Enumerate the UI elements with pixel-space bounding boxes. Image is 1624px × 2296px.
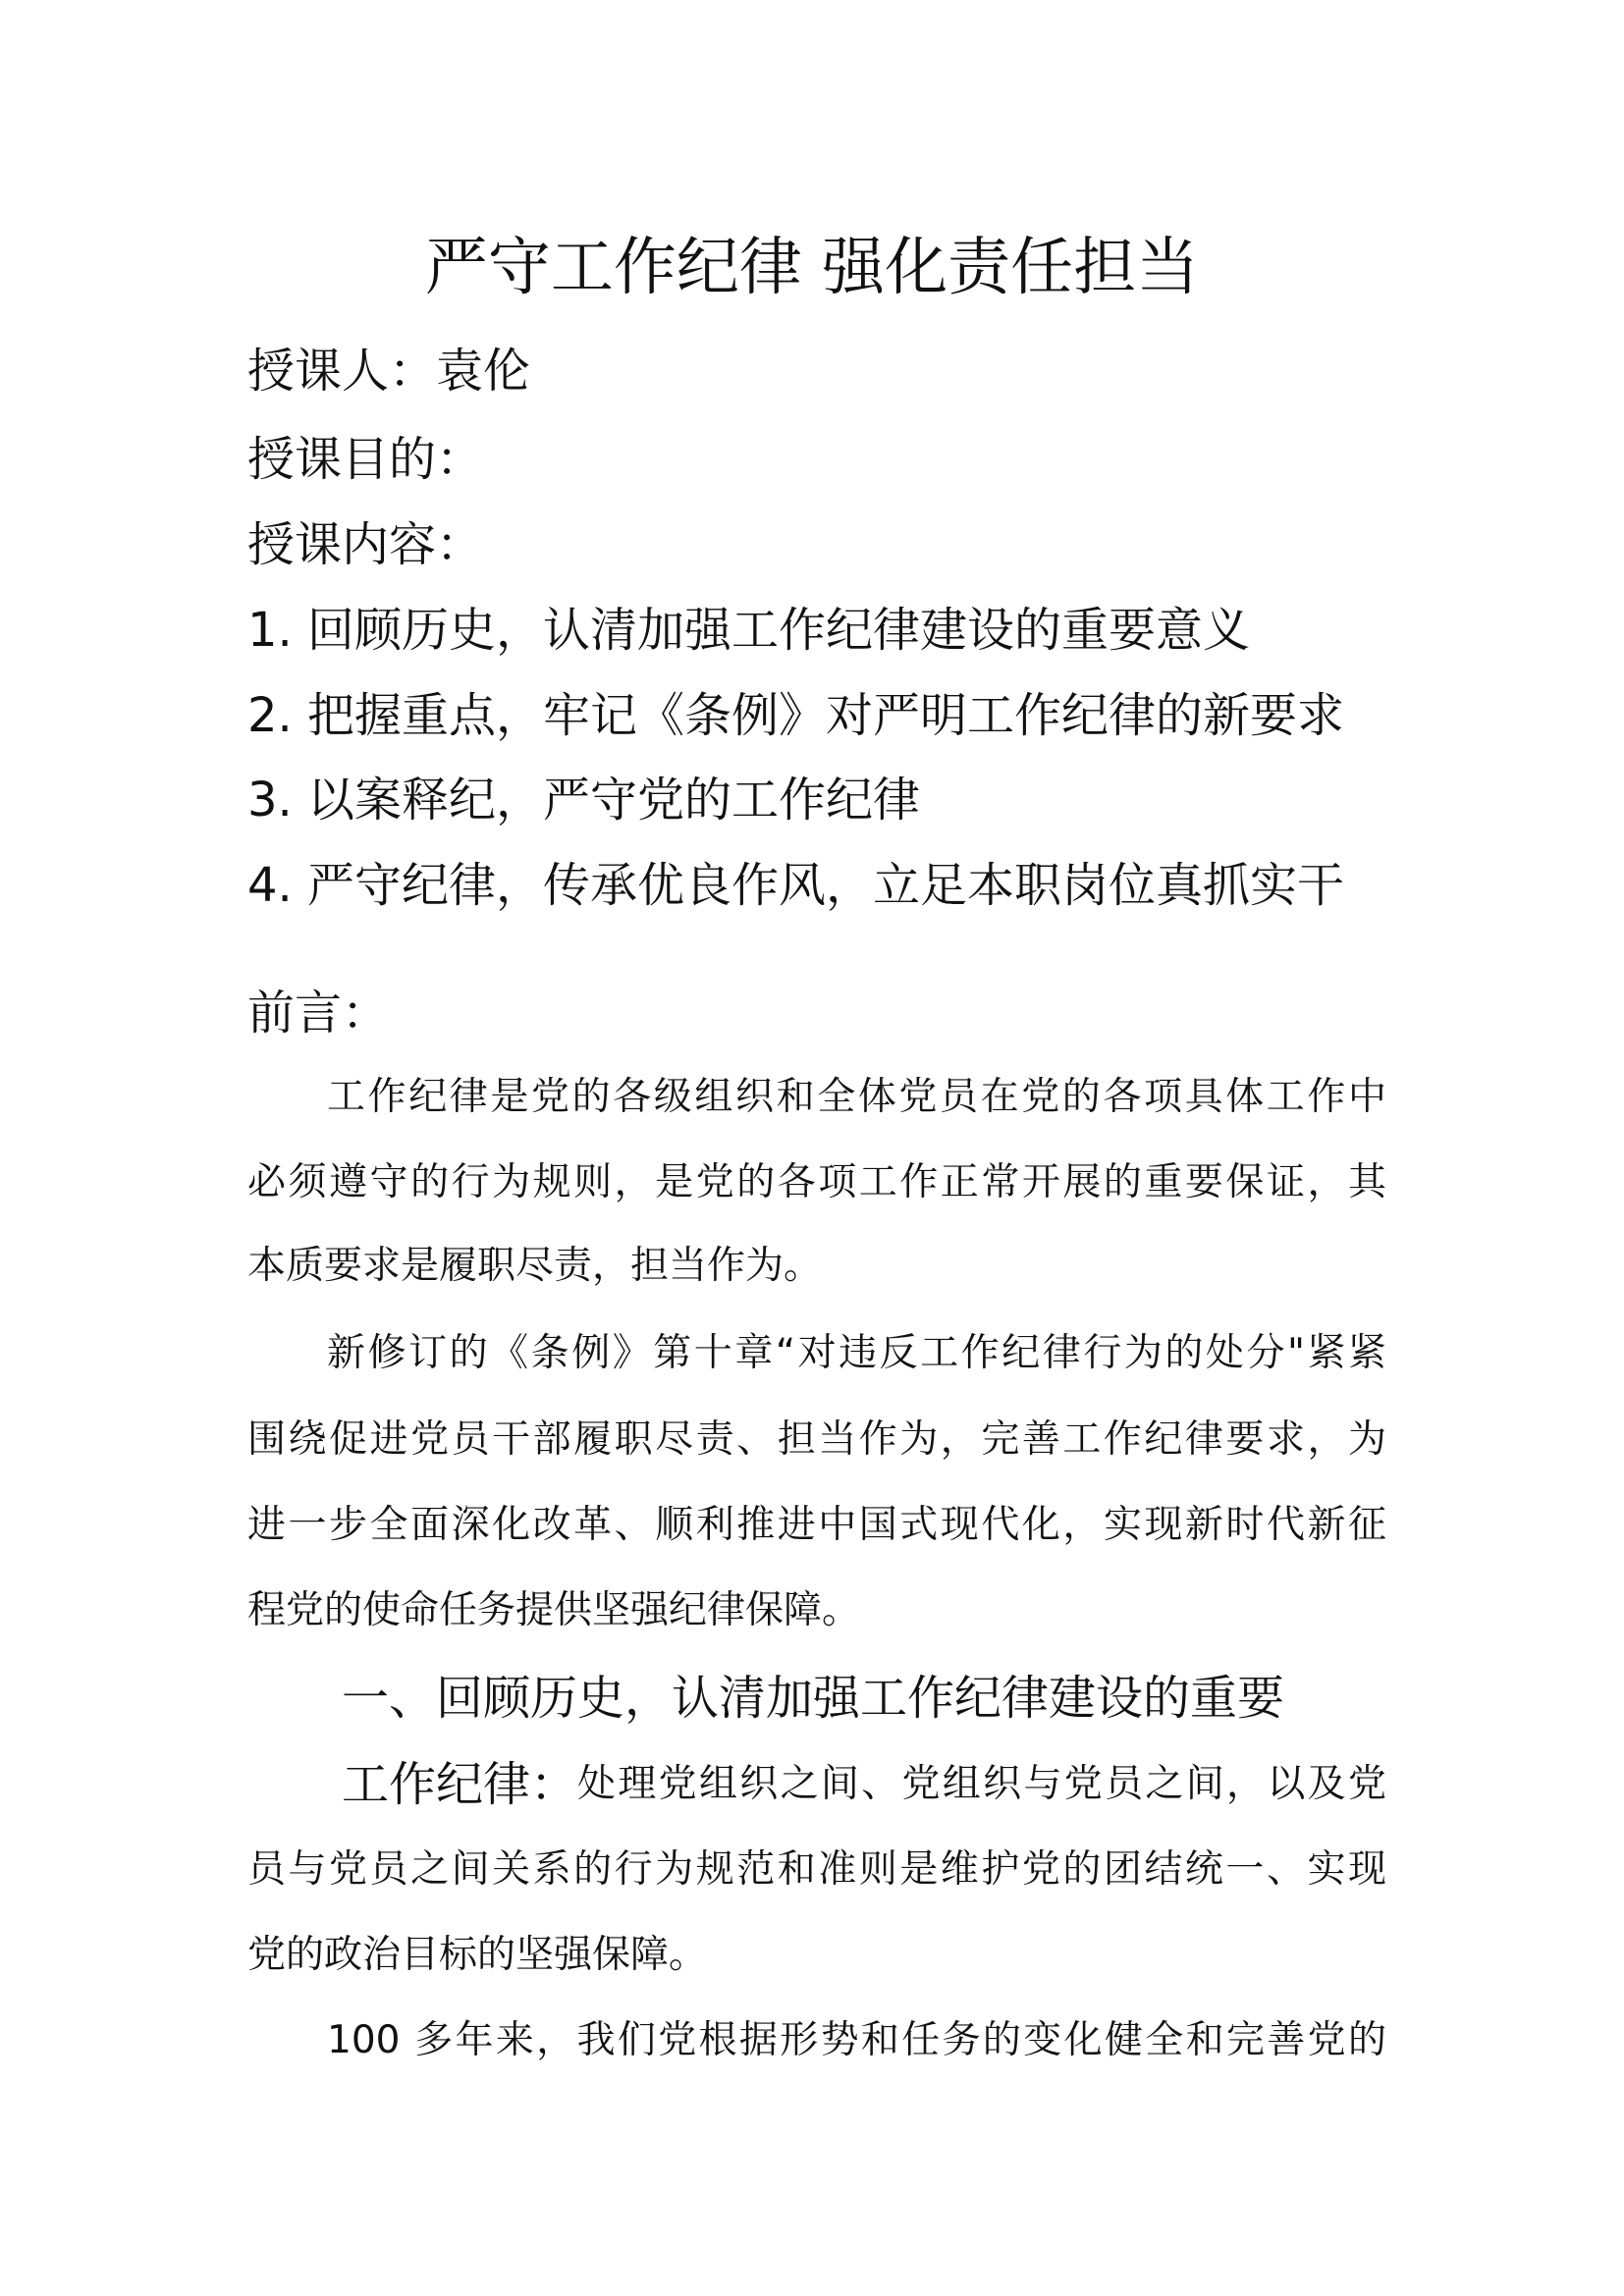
paragraph-line: 必须遵守的行为规则，是党的各项工作正常开展的重要保证，其 xyxy=(247,1160,1386,1204)
lecturer-line: 授课人：袁伦 xyxy=(247,344,531,399)
definition-term: 工作纪律： xyxy=(342,1757,578,1812)
paragraph-line: 程党的使命任务提供坚强纪律保障。 xyxy=(247,1588,861,1632)
outline-item: 2. 把握重点，牢记《条例》对严明工作纪律的新要求 xyxy=(247,688,1345,743)
document-title: 严守工作纪律 强化责任担当 xyxy=(424,232,1200,304)
preface-label: 前言： xyxy=(247,986,390,1041)
paragraph-line: 100 多年来，我们党根据形势和任务的变化健全和完善党的 xyxy=(327,2018,1386,2062)
content-line: 授课内容： xyxy=(247,517,484,572)
paragraph-line: 员与党员之间关系的行为规范和准则是维护党的团结统一、实现 xyxy=(247,1847,1386,1892)
paragraph-line: 围绕促进党员干部履职尽责、担当作为，完善工作纪律要求，为 xyxy=(247,1417,1386,1462)
paragraph-line: 新修订的《条例》第十章“对违反工作纪律行为的处分"紧紧 xyxy=(327,1331,1386,1375)
outline-item: 3. 以案释纪，严守党的工作纪律 xyxy=(247,773,921,828)
outline-item: 1. 回顾历史，认清加强工作纪律建设的重要意义 xyxy=(247,603,1251,658)
definition-text: 处理党组织之间、党组织与党员之间，以及党 xyxy=(577,1762,1386,1806)
section-heading: 一、回顾历史，认清加强工作纪律建设的重要 xyxy=(342,1671,1285,1726)
outline-item: 4. 严守纪律，传承优良作风，立足本职岗位真抓实干 xyxy=(247,858,1345,913)
paragraph-line: 工作纪律是党的各级组织和全体党员在党的各项具体工作中 xyxy=(327,1075,1386,1119)
definition-first-line xyxy=(342,1755,1386,1814)
paragraph-line: 进一步全面深化改革、顺利推进中国式现代化，实现新时代新征 xyxy=(247,1503,1386,1547)
paragraph-line: 党的政治目标的坚强保障。 xyxy=(247,1933,708,1977)
paragraph-line: 本质要求是履职尽责，担当作为。 xyxy=(247,1244,823,1288)
purpose-line: 授课目的： xyxy=(247,432,484,487)
